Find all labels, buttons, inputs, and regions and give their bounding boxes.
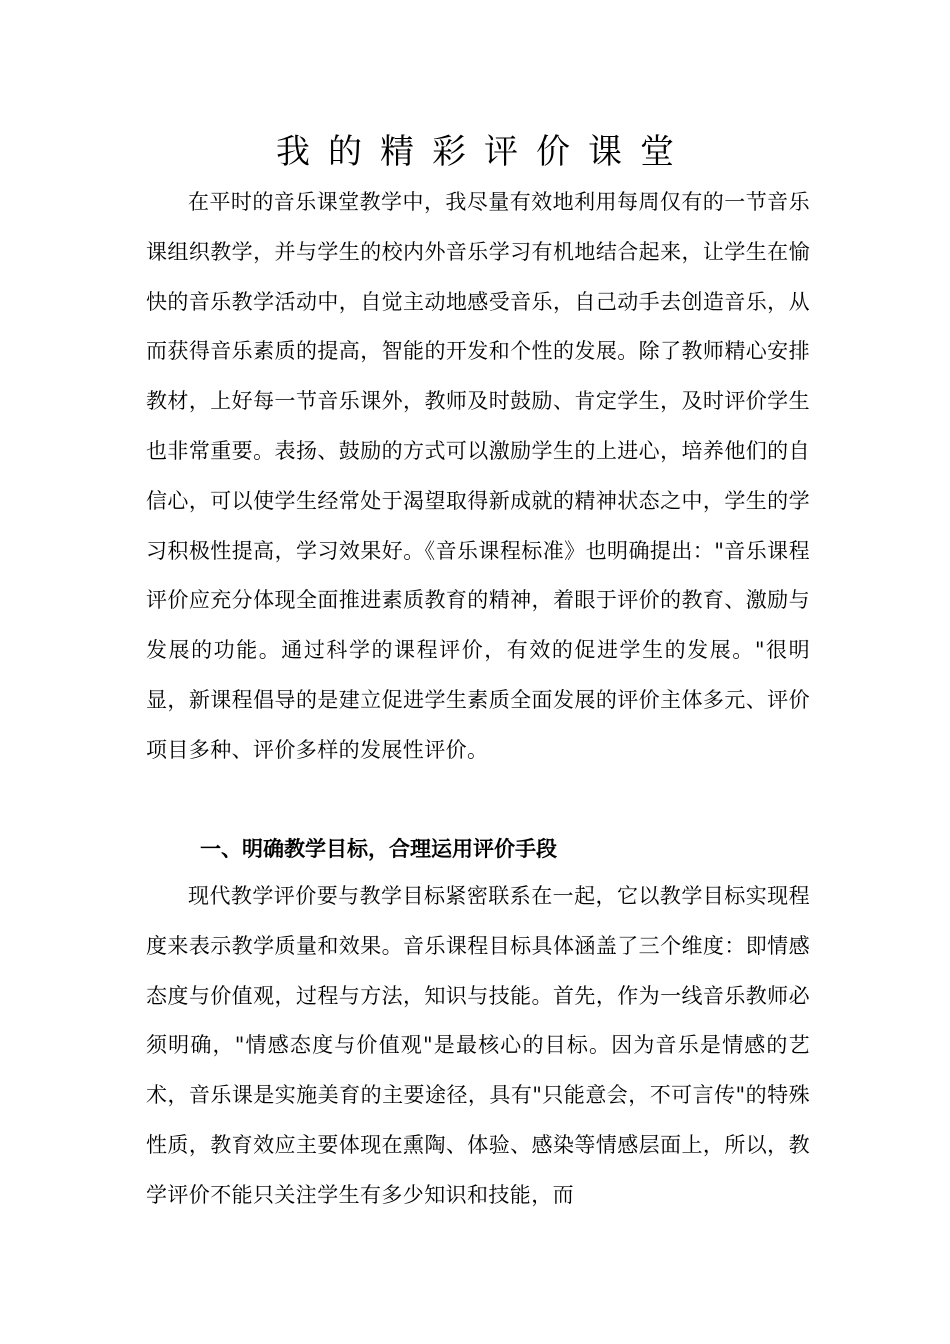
section-heading-1: 一、明确教学目标，合理运用评价手段	[200, 837, 557, 861]
document-title: 我的精彩评价课堂	[276, 132, 692, 172]
body-paragraph-1: 在平时的音乐课堂教学中，我尽量有效地利用每周仅有的一节音乐课组织教学，并与学生的校内外音乐学习有机地结合起来，让学生在愉快的音乐教学活动中，自觉主动地感受音乐，自己动手去创造音乐，从而获得音乐素质的提高，智能的开发和个性的发展。除了教师精心安排教材，上好每一节音乐课外，教师及时鼓励、肯定学生，及时评价学生也非常重要。表扬、鼓励的方式可以激励学生的上进心，培养他们的自信心，可以使学生经常处于渴望取得新成就的精神状态之中，学生的学习积极性提高，学习效果好。《音乐课程标准》也明确提出："音乐课程评价应充分体现全面推进素质教育的精神，着眼于评价的教育、激励与发展的功能。通过科学的课程评价，有效的促进学生的发展。"很明显，新课程倡导的是建立促进学生素质全面发展的评价主体多元、评价项目多种、评价多样的发展性评价。	[146, 190, 810, 762]
body-paragraph-2: 现代教学评价要与教学目标紧密联系在一起，它以教学目标实现程度来表示教学质量和效果。音乐课程目标具体涵盖了三个维度：即情感态度与价值观，过程与方法，知识与技能。首先，作为一线音乐教师必须明确，"情感态度与价值观"是最核心的目标。因为音乐是情感的艺术，音乐课是实施美育的主要途径，具有"只能意会，不可言传"的特殊性质，教育效应主要体现在熏陶、体验、感染等情感层面上，所以，教学评价不能只关注学生有多少知识和技能，而	[146, 884, 810, 1207]
